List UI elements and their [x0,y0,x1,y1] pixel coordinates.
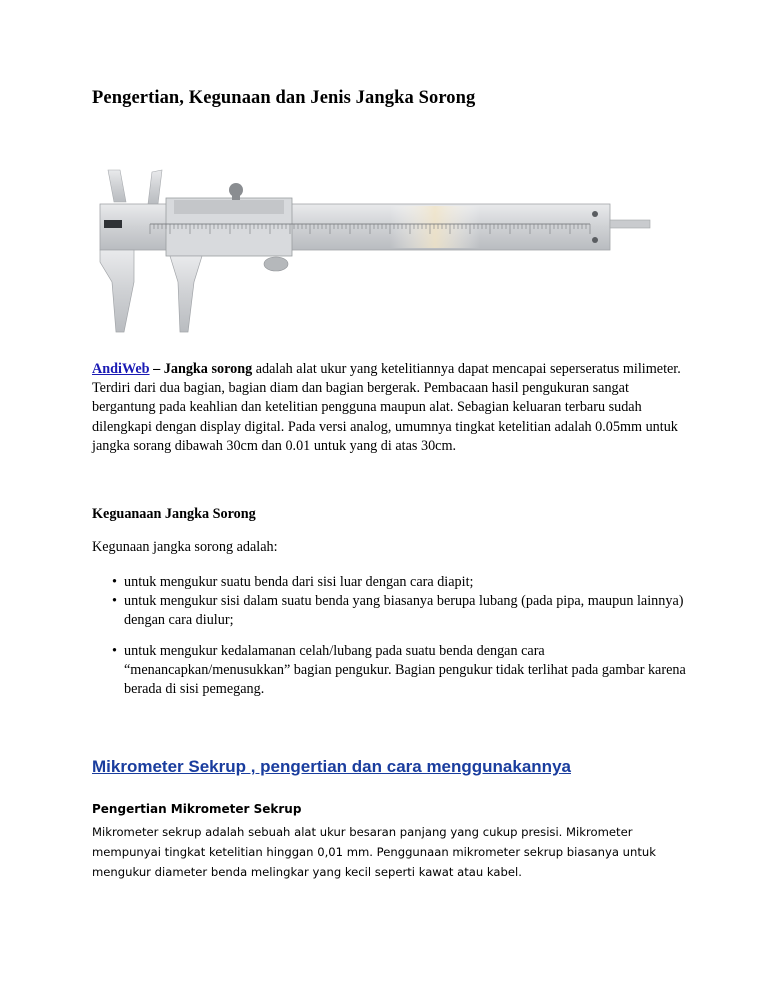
bullet-icon: • [112,643,117,659]
list-item-text: untuk mengukur sisi dalam suatu benda yang biasanya berupa lubang (pada pipa, maupun lainnya) dengan cara diulur; [124,593,684,628]
intro-text: adalah alat ukur yang ketelitiannya dapat mencapai seperseratus milimeter. Terdiri dari dua bagian, bagian diam dan bagian bergerak. Pembacaan hasil pengukuran sangat bergantung pada keahlian dan ketelitian pengguna maupun alat. Sebagian keluaran terbaru sudah dilengkapi dengan display digital. Pada versi analog, umumnya tingkat ketelitian adalah 0.05mm untuk jangka sorang dibawah 30cm dan 0.01 untuk yang di atas 30cm. [92,361,681,454]
bullet-icon: • [112,574,117,590]
micrometer-heading-link[interactable]: Mikrometer Sekrup , pengertian dan cara menggunakannya [92,757,571,776]
intro-dash: – [149,361,164,377]
page-title: Pengertian, Kegunaan dan Jenis Jangka Sorong [92,88,476,108]
list-item [92,573,692,592]
andiweb-link[interactable]: AndiWeb [92,361,150,377]
list-item-text: untuk mengukur suatu benda dari sisi luar dengan cara diapit; [124,574,474,590]
intro-paragraph [92,360,682,456]
list-item [92,592,692,630]
list-item-text: untuk mengukur kedalamanan celah/lubang pada suatu benda dengan cara “menancapkan/menusukkan” bagian pengukur. Bagian pengukur tidak terlihat pada gambar karena berada di sisi pemegang. [124,643,686,697]
intro-term: Jangka sorong [163,361,253,377]
list-item [92,642,692,699]
uses-intro: Kegunaan jangka sorong adalah: [92,539,278,555]
micrometer-subheading: Pengertian Mikrometer Sekrup [92,802,302,816]
uses-heading: Keguanaan Jangka Sorong [92,506,256,522]
uses-list [92,573,692,699]
micrometer-paragraph: Mikrometer sekrup adalah sebuah alat ukur besaran panjang yang cukup presisi. Mikrometer mempunyai tingkat ketelitian hinggan 0,01 mm. Penggunaan mikrometer sekrup biasanya untuk mengukur diameter benda melingkar yang kecil seperti kawat atau kabel. [92,825,656,879]
vernier-caliper-photo-icon [90,162,660,352]
bullet-icon: • [112,593,117,609]
